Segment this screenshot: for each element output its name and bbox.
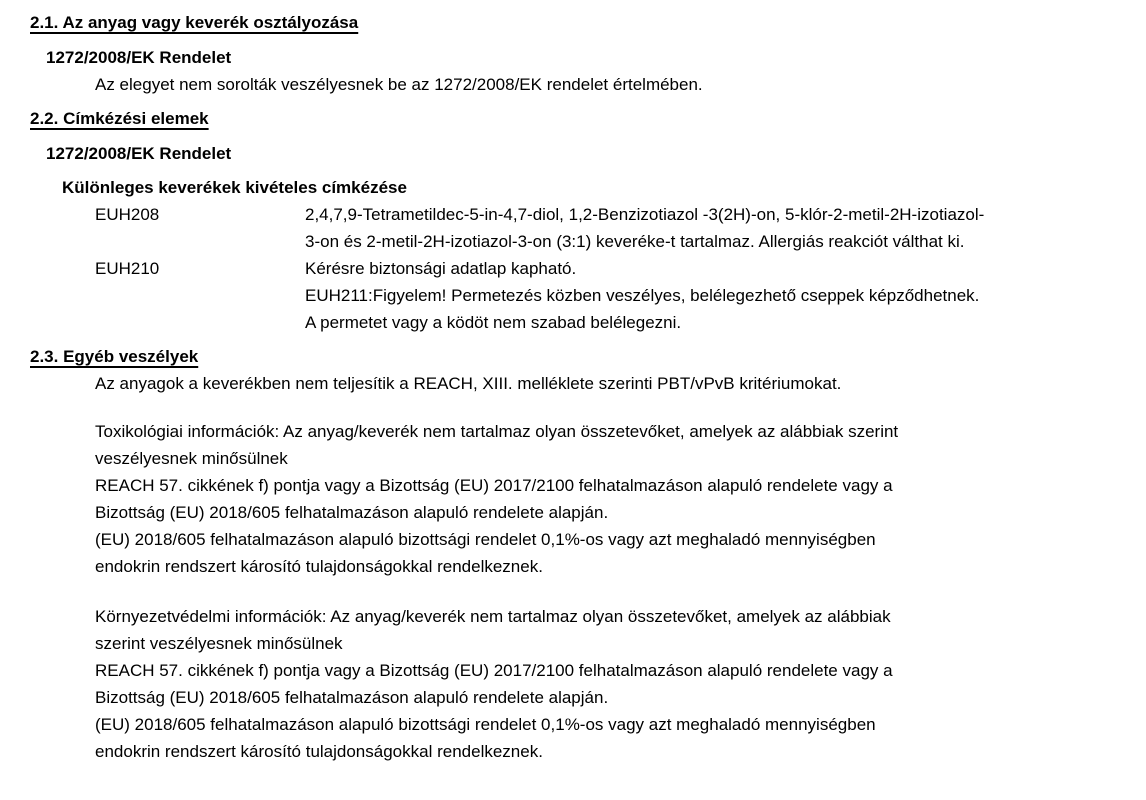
section-2-2 bbox=[0, 105, 1146, 132]
toxicology-paragraph-line: endokrin rendszert károsító tulajdonságokkal rendelkeznek. bbox=[95, 557, 543, 576]
euh-statement-line: A permetet vagy a ködöt nem szabad belélegezni. bbox=[305, 313, 682, 332]
pbt-vpvb-statement: Az anyagok a keverékben nem teljesítik a REACH, XIII. melléklete szerinti PBT/vPvB kritériumokat. bbox=[95, 374, 842, 393]
toxicology-paragraph bbox=[95, 418, 1146, 580]
euh210-statement bbox=[305, 255, 1145, 336]
toxicology-paragraph-line: veszélyesnek minősülnek bbox=[95, 449, 288, 468]
environment-paragraph bbox=[95, 603, 1146, 765]
section-2-3-heading: 2.3. Egyéb veszélyek bbox=[30, 347, 199, 366]
euh-row bbox=[95, 255, 1146, 336]
environment-paragraph-line: (EU) 2018/605 felhatalmazáson alapuló bizottsági rendelet 0,1%-os vagy azt meghaladó mennyiségben bbox=[95, 715, 876, 734]
section-2-1 bbox=[0, 9, 1146, 36]
euh-statements-table bbox=[95, 201, 1146, 336]
euh-statement-line: Kérésre biztonsági adatlap kapható. bbox=[305, 259, 577, 278]
section-2-1-heading: 2.1. Az anyag vagy keverék osztályozása bbox=[30, 13, 359, 32]
toxicology-paragraph-line: REACH 57. cikkének f) pontja vagy a Bizottság (EU) 2017/2100 felhatalmazáson alapuló rendelete vagy a bbox=[95, 476, 893, 495]
section-2-3 bbox=[0, 343, 1146, 370]
toxicology-paragraph-line: Toxikológiai információk: Az anyag/keverék nem tartalmaz olyan összetevőket, amelyek az alábbiak szerint bbox=[95, 422, 899, 441]
special-labelling-heading: Különleges keverékek kivételes címkézése bbox=[62, 178, 407, 197]
euh-statement-line: 3-on és 2-metil-2H-izotiazol-3-on (3:1) keveréke-t tartalmaz. Allergiás reakciót válthat ki. bbox=[305, 232, 965, 251]
environment-paragraph-line: szerint veszélyesnek minősülnek bbox=[95, 634, 343, 653]
euh-row bbox=[95, 201, 1146, 255]
euh208-statement bbox=[305, 201, 1145, 255]
classification-statement: Az elegyet nem sorolták veszélyesnek be az 1272/2008/EK rendelet értelmében. bbox=[95, 75, 703, 94]
section-2-2-heading: 2.2. Címkézési elemek bbox=[30, 109, 209, 128]
toxicology-paragraph-line: Bizottság (EU) 2018/605 felhatalmazáson alapuló rendelete alapján. bbox=[95, 503, 609, 522]
environment-paragraph-line: Bizottság (EU) 2018/605 felhatalmazáson alapuló rendelete alapján. bbox=[95, 688, 609, 707]
environment-paragraph-line: REACH 57. cikkének f) pontja vagy a Bizottság (EU) 2017/2100 felhatalmazáson alapuló rendelete vagy a bbox=[95, 661, 893, 680]
environment-paragraph-line: endokrin rendszert károsító tulajdonságokkal rendelkeznek. bbox=[95, 742, 543, 761]
euh208-code: EUH208 bbox=[95, 205, 160, 224]
toxicology-paragraph-line: (EU) 2018/605 felhatalmazáson alapuló bizottsági rendelet 0,1%-os vagy azt meghaladó mennyiségben bbox=[95, 530, 876, 549]
section-2-1-regulation-heading: 1272/2008/EK Rendelet bbox=[46, 48, 232, 67]
euh-statement-line: 2,4,7,9-Tetrametildec-5-in-4,7-diol, 1,2-Benzizotiazol -3(2H)-on, 5-klór-2-metil-2H-izotiazol- bbox=[305, 205, 985, 224]
euh-statement-line: EUH211:Figyelem! Permetezés közben veszélyes, belélegezhető cseppek képződhetnek. bbox=[305, 286, 980, 305]
section-2-2-regulation-heading: 1272/2008/EK Rendelet bbox=[46, 144, 232, 163]
euh210-code: EUH210 bbox=[95, 259, 160, 278]
environment-paragraph-line: Környezetvédelmi információk: Az anyag/keverék nem tartalmaz olyan összetevőket, amelyek az alábbiak bbox=[95, 607, 891, 626]
